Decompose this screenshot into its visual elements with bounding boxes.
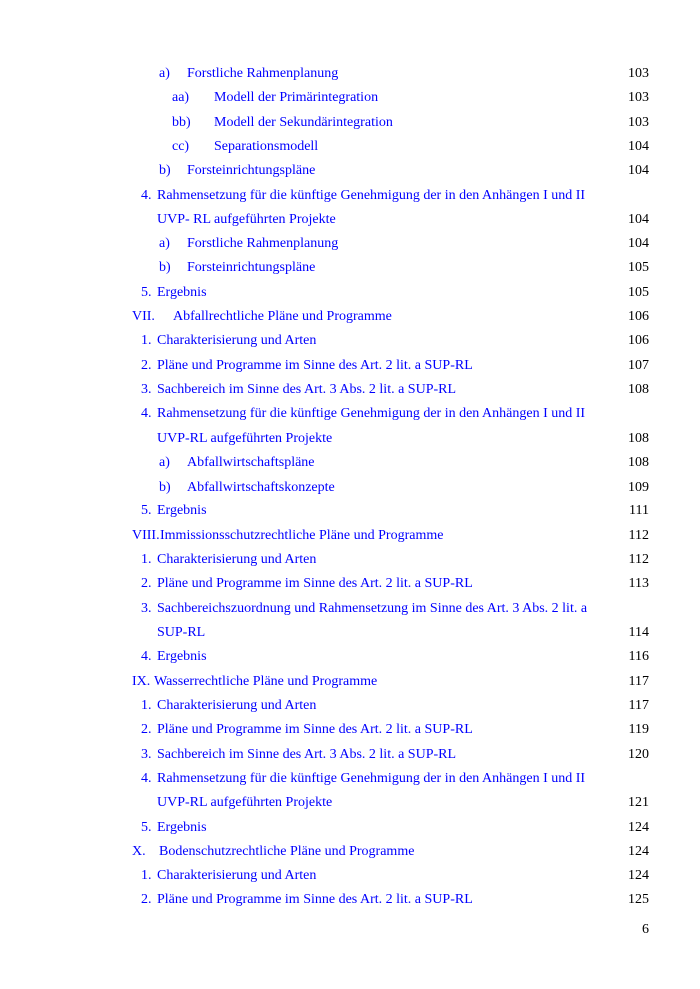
toc-entry-page: 125 [628, 892, 649, 907]
toc-entry-number: cc) [172, 139, 190, 154]
toc-entry-label[interactable]: Charakterisierung und Arten [157, 333, 317, 348]
toc-entry[interactable] [0, 719, 700, 741]
toc-entry[interactable] [0, 477, 700, 499]
toc-section[interactable] [0, 841, 700, 863]
toc-entry[interactable] [0, 573, 700, 595]
toc-entry-number: b) [159, 163, 171, 178]
toc-entry[interactable] [0, 282, 700, 304]
toc-entry-label[interactable]: Pläne und Programme im Sinne des Art. 2 lit. a SUP-RL [157, 576, 473, 591]
toc-entry-label[interactable]: Pläne und Programme im Sinne des Art. 2 lit. a SUP-RL [157, 358, 473, 373]
toc-entry-page: 117 [628, 674, 649, 689]
toc-entry-number: 5. [141, 820, 152, 835]
toc-entry[interactable] [0, 87, 700, 109]
toc-entry-number: 2. [141, 892, 152, 907]
toc-entry-page: 120 [628, 747, 649, 762]
toc-entry-label[interactable]: UVP-RL aufgeführten Projekte [157, 795, 333, 810]
toc-entry[interactable] [0, 160, 700, 182]
toc-entry-page: 105 [628, 260, 649, 275]
toc-entry[interactable] [0, 233, 700, 255]
toc-entry-page: 104 [628, 212, 649, 227]
toc-entry[interactable] [0, 112, 700, 134]
toc-entry-page: 105 [628, 285, 649, 300]
toc-entry-number: aa) [172, 90, 190, 105]
toc-entry-number: 1. [141, 868, 152, 883]
toc-entry-label[interactable]: Forsteinrichtungspläne [187, 163, 316, 178]
toc-entry-label[interactable]: Charakterisierung und Arten [157, 868, 317, 883]
toc-entry-label[interactable]: Ergebnis [157, 820, 207, 835]
toc-entry[interactable] [0, 500, 700, 522]
page-number: 6 [642, 922, 649, 937]
toc-entry[interactable] [0, 817, 700, 839]
toc-entry-label[interactable]: Abfallwirtschaftspläne [187, 455, 315, 470]
toc-entry[interactable] [0, 865, 700, 887]
toc-entry-continuation[interactable] [0, 428, 700, 450]
toc-entry-number: a) [159, 66, 170, 81]
toc-section-number: X. [132, 844, 146, 859]
toc-section-number: VII. [132, 309, 155, 324]
toc-entry-number: b) [159, 260, 171, 275]
toc-entry-page: 109 [628, 480, 649, 495]
toc-entry-label[interactable]: UVP- RL aufgeführten Projekte [157, 212, 336, 227]
toc-entry-label[interactable]: Ergebnis [157, 285, 207, 300]
toc-entry-number: 1. [141, 698, 152, 713]
toc-entry-page: 103 [628, 66, 649, 81]
toc-entry-label[interactable]: Sachbereichszuordnung und Rahmensetzung im Sinne des Art. 3 Abs. 2 lit. a [157, 601, 588, 616]
toc-entry[interactable] [0, 744, 700, 766]
toc-entry-label[interactable]: Separationsmodell [214, 139, 319, 154]
toc-entry-label[interactable]: Rahmensetzung für die künftige Genehmigung der in den Anhängen I und II [157, 771, 586, 786]
toc-entry-label[interactable]: Rahmensetzung für die künftige Genehmigung der in den Anhängen I und II [157, 406, 586, 421]
toc-entry-number: 3. [141, 601, 152, 616]
toc-entry-number: 2. [141, 576, 152, 591]
toc-entry-page: 116 [628, 649, 649, 664]
toc-entry[interactable] [0, 379, 700, 401]
toc-entry-label[interactable]: Pläne und Programme im Sinne des Art. 2 lit. a SUP-RL [157, 892, 473, 907]
toc-section[interactable] [0, 306, 700, 328]
toc-entry-page: 103 [628, 115, 649, 130]
toc-entry-label[interactable]: Sachbereich im Sinne des Art. 3 Abs. 2 lit. a SUP-RL [157, 747, 457, 762]
toc-entry[interactable] [0, 403, 700, 425]
toc-entry-label[interactable]: SUP-RL [157, 625, 206, 640]
toc-entry-label[interactable]: Forsteinrichtungspläne [187, 260, 316, 275]
toc-entry[interactable] [0, 646, 700, 668]
toc-entry-page: 111 [629, 503, 649, 518]
toc-entry-number: 4. [141, 771, 152, 786]
toc-entry[interactable] [0, 330, 700, 352]
toc-entry-page: 108 [628, 455, 649, 470]
toc-section-label[interactable]: Wasserrechtliche Pläne und Programme [154, 674, 378, 689]
toc-entry-page: 104 [628, 163, 649, 178]
toc-entry[interactable] [0, 257, 700, 279]
toc-entry-label[interactable]: Ergebnis [157, 503, 207, 518]
toc-entry-page: 104 [628, 236, 649, 251]
toc-section-label[interactable]: Abfallrechtliche Pläne und Programme [173, 309, 392, 324]
toc-entry-number: bb) [172, 115, 191, 130]
toc-entry-label[interactable]: Charakterisierung und Arten [157, 552, 317, 567]
toc-entry[interactable] [0, 185, 700, 207]
toc-entry-page: 121 [628, 795, 649, 810]
toc-entry-page: 124 [628, 820, 649, 835]
toc-entry[interactable] [0, 695, 700, 717]
toc-entry-page: 112 [628, 528, 649, 543]
toc-entry-page: 114 [628, 625, 649, 640]
toc-entry-label[interactable]: Pläne und Programme im Sinne des Art. 2 lit. a SUP-RL [157, 722, 473, 737]
toc-entry-continuation[interactable] [0, 622, 700, 644]
toc-entry-page: 107 [628, 358, 649, 373]
toc-entry-label[interactable]: Forstliche Rahmenplanung [187, 236, 339, 251]
toc-entry-label[interactable]: Ergebnis [157, 649, 207, 664]
toc-entry-page: 106 [628, 333, 649, 348]
toc-entry-number: 2. [141, 722, 152, 737]
toc-entry-number: a) [159, 236, 170, 251]
toc-section[interactable] [0, 525, 700, 547]
toc-entry-page: 106 [628, 309, 649, 324]
toc-section-number: IX. [132, 674, 151, 689]
toc-entry[interactable] [0, 768, 700, 790]
toc-entry-page: 117 [628, 698, 649, 713]
toc-entry-page: 108 [628, 382, 649, 397]
toc-entry[interactable] [0, 598, 700, 620]
toc-entry-label[interactable]: Modell der Primärintegration [214, 90, 379, 105]
toc-entry-number: 5. [141, 285, 152, 300]
toc-entry[interactable] [0, 549, 700, 571]
toc-entry-label[interactable]: Charakterisierung und Arten [157, 698, 317, 713]
toc-entry-label[interactable]: Forstliche Rahmenplanung [187, 66, 339, 81]
toc-entry-page: 108 [628, 431, 649, 446]
toc-entry-page: 119 [628, 722, 649, 737]
toc-entry-page: 124 [628, 844, 649, 859]
toc-entry-number: b) [159, 480, 171, 495]
toc-entry-label[interactable]: Modell der Sekundärintegration [214, 115, 393, 130]
toc-entry-number: 4. [141, 406, 152, 421]
toc-entry[interactable] [0, 136, 700, 158]
toc-entry-continuation[interactable] [0, 209, 700, 231]
toc-entry[interactable] [0, 452, 700, 474]
toc-entry-continuation[interactable] [0, 792, 700, 814]
toc-entry[interactable] [0, 355, 700, 377]
toc-entry-number: 3. [141, 382, 152, 397]
toc-section-label[interactable]: Bodenschutzrechtliche Pläne und Programme [159, 844, 415, 859]
toc-section[interactable] [0, 671, 700, 693]
toc-section-number: VIII. [132, 528, 160, 543]
toc-entry-number: 4. [141, 188, 152, 203]
toc-entry-page: 113 [628, 576, 649, 591]
toc-entry-number: 4. [141, 649, 152, 664]
toc-entry-number: 1. [141, 333, 152, 348]
toc-entry-page: 104 [628, 139, 649, 154]
toc-entry-number: 5. [141, 503, 152, 518]
toc-entry-page: 112 [628, 552, 649, 567]
toc-entry-number: a) [159, 455, 170, 470]
toc-entry-label[interactable]: UVP-RL aufgeführten Projekte [157, 431, 333, 446]
toc-entry-page: 103 [628, 90, 649, 105]
toc-entry-number: 3. [141, 747, 152, 762]
toc-entry-number: 1. [141, 552, 152, 567]
toc-entry[interactable] [0, 63, 700, 85]
toc-entry-page: 124 [628, 868, 649, 883]
toc-entry[interactable] [0, 889, 700, 911]
toc-section-label[interactable]: Immissionsschutzrechtliche Pläne und Programme [160, 528, 444, 543]
toc-entry-number: 2. [141, 358, 152, 373]
toc-entry-label[interactable]: Rahmensetzung für die künftige Genehmigung der in den Anhängen I und II [157, 188, 586, 203]
toc-entry-label[interactable]: Sachbereich im Sinne des Art. 3 Abs. 2 lit. a SUP-RL [157, 382, 457, 397]
toc-entry-label[interactable]: Abfallwirtschaftskonzepte [187, 480, 335, 495]
